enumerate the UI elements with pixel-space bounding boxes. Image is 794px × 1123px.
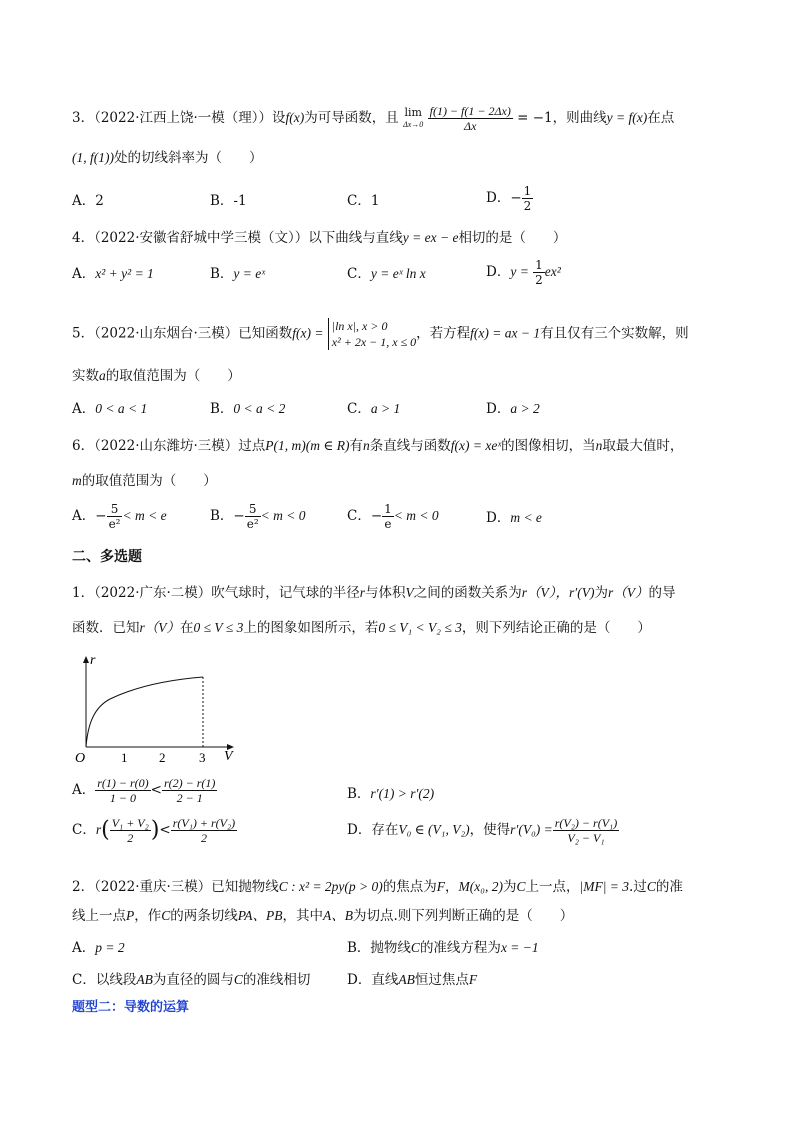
opt-frac [171,816,237,845]
q6-option-c [347,502,439,531]
graph-tick-1: 1 [121,750,128,764]
m1-graph [70,652,240,764]
m2-option-c [72,970,310,990]
q5-text: 实数 [72,368,99,384]
m2-text: 线上一点 [72,908,126,924]
graph-x-label: V [224,749,233,764]
opt-label: B． [210,401,234,417]
minus-sign: − [233,508,245,524]
graph-tick-2: 2 [159,750,166,764]
m1-text: 之间的函数关系为 [413,585,522,601]
m1-text: 在 [180,620,194,636]
m1-text: 上的图象如图所示，若 [243,620,379,636]
q5-line2 [72,366,241,386]
m1-option-b [347,784,434,804]
q4-source: 4．（2022·安徽省舒城中学三模（文））以下曲线与直线 [72,230,403,246]
opt-label: C． [72,822,96,838]
frac-num: r(V₁) + r(V₂) [172,816,236,830]
q3-option-d-label: D． [486,190,511,206]
opt-frac [553,816,619,845]
q5-case1: |ln x|, x > 0 [331,319,388,333]
m1-line2 [72,618,651,638]
frac-num: V₁ + V₂ [111,816,149,830]
q6-text: 取最大值时， [602,438,684,454]
q3-fx: f(x) [285,110,305,125]
frac-num: 5 [245,502,261,517]
q6-question: 的取值范围为（ ） [81,473,217,489]
frac-num: r(2) − r(1) [163,776,216,790]
y-axis-arrow [83,656,89,663]
q3-line2 [72,148,262,168]
m1-line1 [72,583,676,603]
q5-line1 [72,318,689,350]
minus-sign: − [95,508,107,524]
m1-text: 函数．已知 [72,620,140,636]
opt-math: p = 2 [95,940,125,955]
q3-line1 [72,104,674,133]
q3-option-d-frac [522,184,534,213]
q3-point: (1, f(1)) [72,150,114,165]
opt-math: m < e [510,510,542,525]
opt-label: C． [347,401,371,417]
q5-fx: f(x) = [292,325,324,341]
opt-math: x² + y² = 1 [95,266,154,281]
q3-frac-den: Δx [464,119,477,133]
opt-math: < m < 0 [260,508,306,523]
frac-den: 2 [127,831,134,845]
opt-math: 0 < a < 1 [95,401,148,416]
m1-cond: 0 ≤ V₁ < V₂ ≤ 3 [378,620,462,635]
minus-sign: − [370,508,383,524]
m2-F: F [436,879,446,894]
q4-option-b [210,264,265,284]
opt-label: B． [347,786,371,802]
opt-label: A． [72,266,96,282]
m2-option-d [347,970,477,990]
frac-num: 1 [523,184,532,198]
m2-text: .过 [629,879,647,895]
m2-text: 的准 [655,879,683,895]
opt-text: ，使得 [469,822,511,838]
q6-line1 [72,436,683,456]
opt-math: y = [510,264,529,279]
m2-option-b [347,938,539,958]
opt-math: a > 1 [370,401,401,416]
q5-eq: f(x) = ax − 1 [470,325,541,341]
paren-close: ) [150,817,160,843]
opt-label: B．抛物线 [347,940,411,956]
opt-text: 的准线相切 [242,972,311,988]
q3-curve: y = f(x) [606,110,648,125]
q6-n: n [363,438,370,453]
lim-sub: Δx→0 [403,119,424,129]
q5-case2: x² + 2x − 1, x ≤ 0 [331,335,417,349]
m2-source: 2．（2022·重庆·三模）已知抛物线 [72,879,279,895]
q6-option-d [486,508,542,528]
opt-frac [107,502,123,531]
m1-range: 0 ≤ V ≤ 3 [193,620,244,635]
q3-text: 为可导函数，且 [304,110,399,126]
opt-label: D．存在 [347,822,399,838]
m2-text: ， [445,879,459,895]
m2-question: 为切点.则下列判断正确的是（ ） [353,908,574,924]
m2-text: 的两条切线 [170,908,238,924]
opt-math: y = eˣ [233,266,266,281]
q3-option-b: B．-1 [210,193,247,209]
opt-math: r [95,822,102,837]
opt-math: < m < 0 [393,508,439,523]
opt-math: AB [136,972,153,987]
q4-option-d-frac [533,258,545,287]
m2-text: 为 [502,879,517,895]
m1-text: 的导 [648,585,676,601]
opt-label: A． [72,508,96,524]
minus-sign: − [510,190,522,206]
frac-num: r(V₂) − r(V₁) [554,816,618,830]
opt-label: D． [486,510,511,526]
frac-den: V₂ − V₁ [567,831,605,845]
q6-text: 有 [349,438,363,454]
m2-AB: A、B [323,908,354,923]
q6-option-b [210,502,306,531]
opt-label: A． [72,401,96,417]
q5-source: 5．（2022·山东烟台·三模）已知函数 [72,325,293,342]
q3-source: 3．（2022·江西上饶·一模（理））设 [72,110,286,126]
frac-den: 1 − 0 [109,791,137,805]
q6-text: 条直线与函数 [369,438,451,454]
m2-M: M(x₀, 2) [458,879,503,894]
frac-den: 2 − 1 [176,791,203,805]
opt-label: B． [210,266,234,282]
opt-math: F [468,972,478,987]
m1-option-c [72,816,237,845]
opt-label: B． [210,508,234,524]
q5-option-b [210,399,285,419]
q5-piecewise [328,318,416,350]
opt-math: x = −1 [500,940,539,955]
q4-line1 [72,228,566,248]
opt-frac [382,502,394,531]
opt-math: AB [398,972,415,987]
q3-lim [403,107,423,131]
m2-P: P [126,908,135,923]
graph-y-label: r [90,653,96,668]
opt-label: C． [347,266,371,282]
q3-eq: = −1，则曲线 [517,110,607,126]
frac-num: r(1) − r(0) [97,776,149,790]
q6-point: P(1, m)(m ∈ R) [265,438,350,453]
frac-den: 2 [523,199,532,213]
opt-frac [110,816,151,845]
q3-end: 在点 [647,110,675,126]
lt-sign: < [159,822,171,838]
m2-C: C [161,908,171,923]
opt-math: a > 2 [510,401,540,416]
opt-label: D． [486,264,511,280]
graph-curve [86,677,203,747]
opt-label: C． [347,508,371,524]
q6-m: m [72,473,82,488]
opt-text: 恒过焦点 [414,972,469,988]
paren-open: ( [101,817,110,843]
q6-option-a [72,502,167,531]
q4-option-c [347,264,426,284]
m2-PA: PA、PB [237,908,283,923]
opt-frac [95,776,150,805]
opt-math: y = eˣ ln x [370,266,426,281]
opt-label: A． [72,782,96,798]
q5-option-d [486,399,540,419]
m1-text: 为 [594,585,608,601]
opt-frac [245,502,261,531]
graph-tick-3: 3 [199,750,206,764]
section-title-derivative-ops: 题型二：导数的运算 [72,1000,190,1015]
graph-origin: O [75,751,86,764]
q4-option-a [72,264,154,284]
m2-C: C [646,879,656,894]
m1-rV: r（V）， [521,585,570,600]
frac-num: 1 [384,502,392,516]
q3-option-a: A．2 [72,193,104,209]
q4-option-d [486,258,561,287]
q6-n: n [595,438,603,453]
m1-question: ，则下列结论正确的是（ ） [461,620,651,636]
q5-a: a [99,368,106,383]
m1-V: V [405,585,414,600]
opt-text: 为直径的圆与 [152,972,234,988]
opt-math: C [233,972,243,987]
lim-label: lim [404,105,422,119]
lt-sign: < [150,782,162,798]
q5-text-end: 有且仅有三个实数解，则 [540,325,689,342]
m2-C: C [516,879,526,894]
q4-line-eq: y = ex − e [402,230,459,245]
q3-option-c: C．1 [347,193,380,209]
opt-frac [162,776,217,805]
opt-math: C [410,940,420,955]
q6-source: 6．（2022·山东潍坊·三模）过点 [72,438,266,454]
opt-label: C．以线段 [72,972,137,988]
m2-text: ，作 [134,908,162,924]
m2-c-eq: C : x² = 2py(p > 0) [278,879,383,894]
frac-den: 2 [200,831,207,845]
m2-MF: |MF| = 3 [579,879,630,894]
q3-fraction [428,104,513,133]
m2-text: 上一点， [525,879,580,895]
opt-label: A． [72,940,96,956]
m2-text: ，其中 [282,908,324,924]
frac-den: e [384,517,392,531]
frac-num: 1 [535,258,543,272]
m2-line2 [72,906,573,926]
m2-line1 [72,877,683,897]
m1-option-a [72,776,217,805]
m1-rV: r（V） [608,585,649,600]
frac-den: e² [108,517,121,531]
q6-line2 [72,471,217,491]
q6-text: 的图像相切，当 [501,438,596,454]
opt-math: r′(V₀) = [510,822,553,837]
m2-option-a [72,938,125,958]
opt-label: D． [486,401,511,417]
opt-math: r′(1) > r′(2) [370,786,435,801]
q5-text: ，若方程 [416,325,471,342]
q5-question: 的取值范围为（ ） [105,368,241,384]
q6-fx: f(x) = xeˣ [450,438,502,453]
frac-num: 5 [107,502,123,517]
opt-math: V₀ ∈ (V₁, V₂) [398,822,470,837]
q5-option-a [72,399,147,419]
m2-text: 的焦点为 [382,879,437,895]
frac-den: 2 [535,273,543,287]
opt-text: 的准线方程为 [419,940,501,956]
frac-den: e² [246,517,259,531]
m1-rpV: r′(V) [569,585,595,600]
m1-option-d [347,816,619,845]
opt-math: 0 < a < 2 [233,401,286,416]
m1-rV: r（V） [139,620,180,635]
q3-frac-num: f(1) − f(1 − 2Δx) [429,104,511,118]
m1-r: r [359,585,366,600]
q3-option-d [486,184,533,213]
q3-question: 处的切线斜率为（ ） [113,150,263,166]
opt-label: D．直线 [347,972,399,988]
q4-question: 相切的是（ ） [458,230,567,246]
m1-text: 与体积 [365,585,406,601]
opt-math-tail: ex² [544,264,561,279]
opt-math: < m < e [122,508,167,523]
section-title-multi-choice: 二、多选题 [72,549,142,565]
q5-option-c [347,399,400,419]
m1-source: 1．（2022·广东·二模）吹气球时，记气球的半径 [72,585,360,601]
